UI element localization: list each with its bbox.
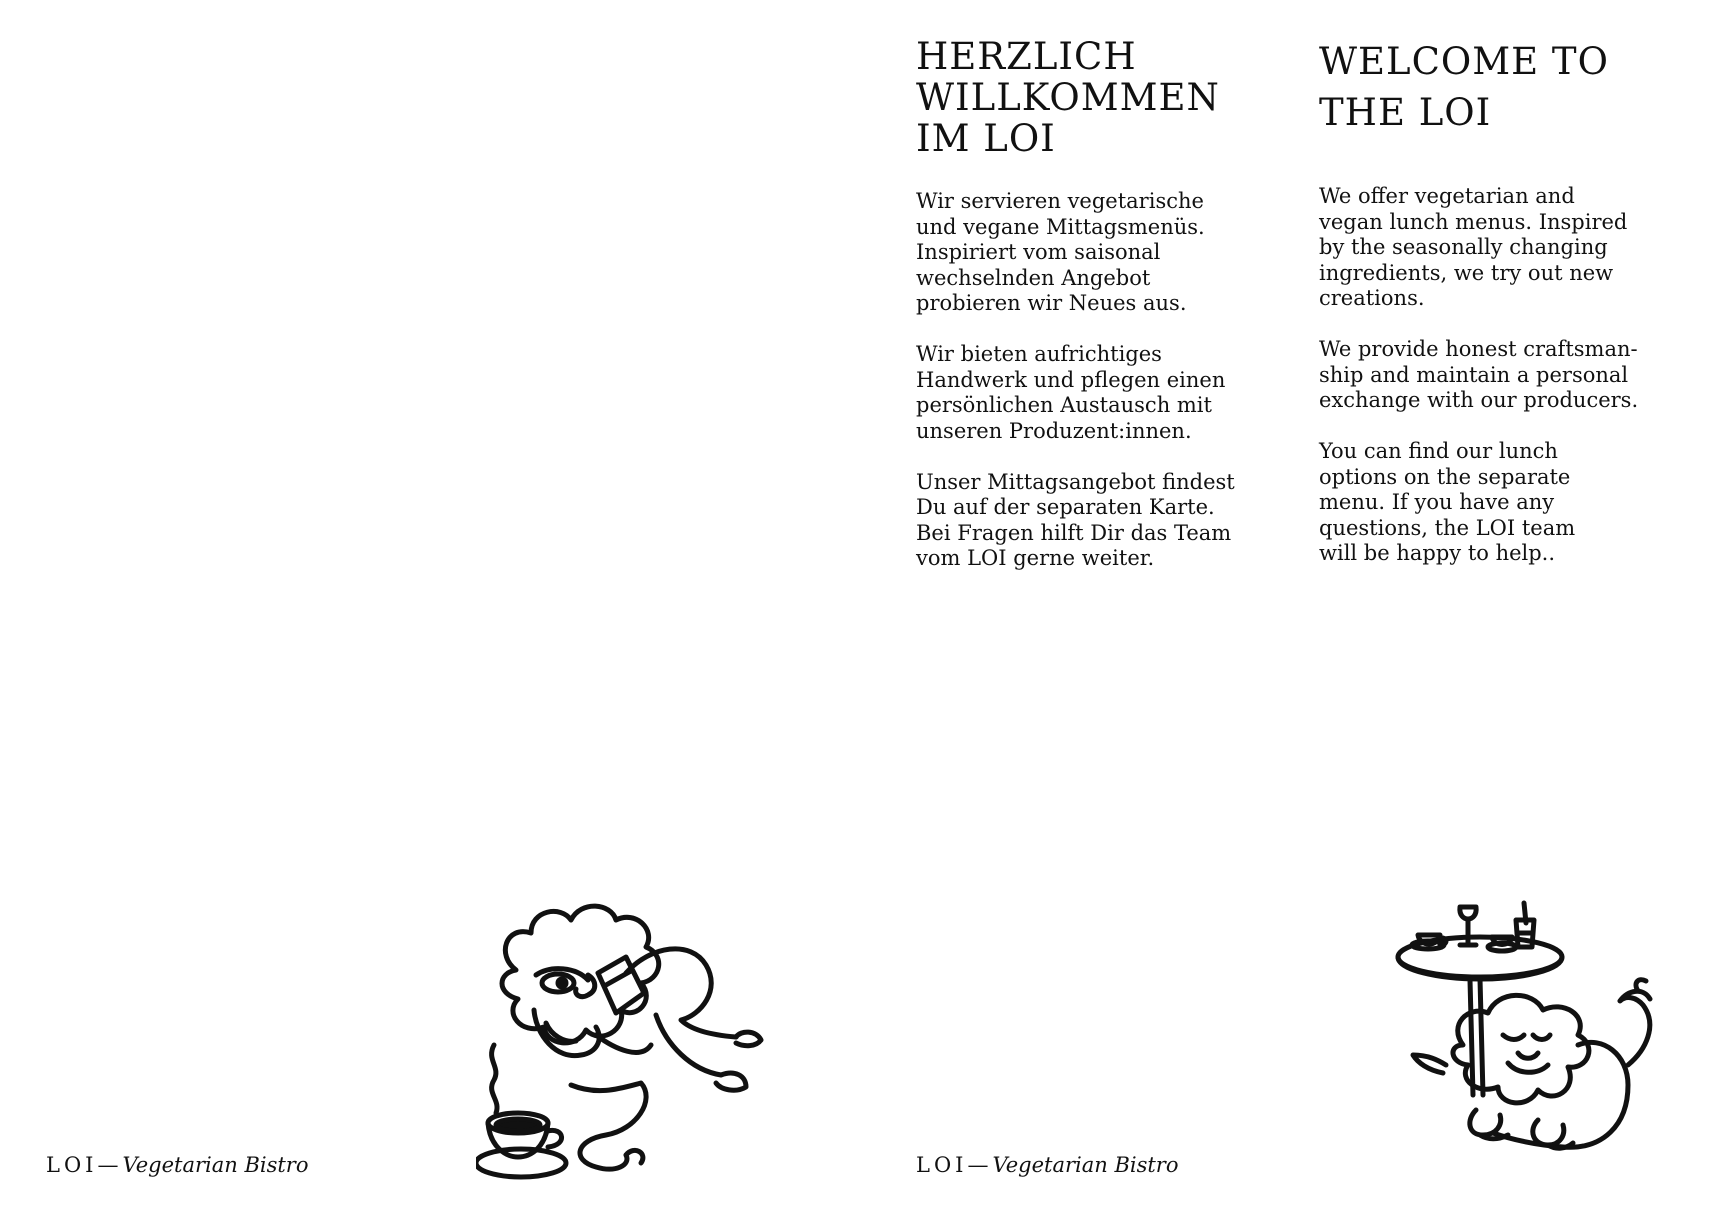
footer-tagline: Vegetarian Bistro (122, 1153, 309, 1177)
german-heading-line: IM LOI (916, 117, 1056, 160)
lion-sleeping-under-table-icon (1388, 895, 1698, 1165)
footer-tagline: Vegetarian Bistro (992, 1153, 1179, 1177)
german-paragraph: Wir bieten aufrichtiges Handwerk und pflegen einen persönlichen Austausch mit unseren Produzent:innen. (916, 342, 1226, 443)
german-paragraph: Wir servieren vegetarische und vegane Mittagsmenüs. Inspiriert vom saisonal wechselnden Angebot probieren wir Neues aus. (916, 189, 1205, 315)
left-page (0, 0, 861, 1218)
english-paragraph: We offer vegetarian and vegan lunch menus. Inspired by the seasonally changing ingredients, we try out new creations. (1319, 184, 1628, 310)
english-heading-line: WELCOME TO (1319, 40, 1609, 83)
german-heading-line: HERZLICH (916, 35, 1137, 78)
footer-dash: — (967, 1153, 989, 1177)
english-paragraph: You can find our lunch options on the separate menu. If you have any questions, the LOI team will be happy to help.. (1319, 439, 1576, 565)
german-column (916, 36, 1296, 572)
english-heading (1319, 36, 1699, 138)
footer-dash: — (97, 1153, 119, 1177)
footer (916, 1152, 1179, 1178)
english-column (1319, 36, 1699, 567)
german-paragraph: Unser Mittagsangebot findest Du auf der separaten Karte. Bei Fragen hilft Dir das Team vom LOI gerne weiter. (916, 469, 1235, 570)
right-page (861, 0, 1723, 1218)
footer-brand: LOI (916, 1153, 968, 1177)
english-paragraph: We provide honest craftsman- ship and maintain a personal exchange with our producers. (1319, 337, 1639, 412)
lion-reading-icon (476, 895, 816, 1180)
footer (46, 1152, 309, 1178)
german-heading-line: WILLKOMMEN (916, 76, 1220, 119)
footer-brand: LOI (46, 1153, 98, 1177)
german-heading (916, 36, 1296, 159)
english-heading-line: THE LOI (1319, 91, 1492, 134)
